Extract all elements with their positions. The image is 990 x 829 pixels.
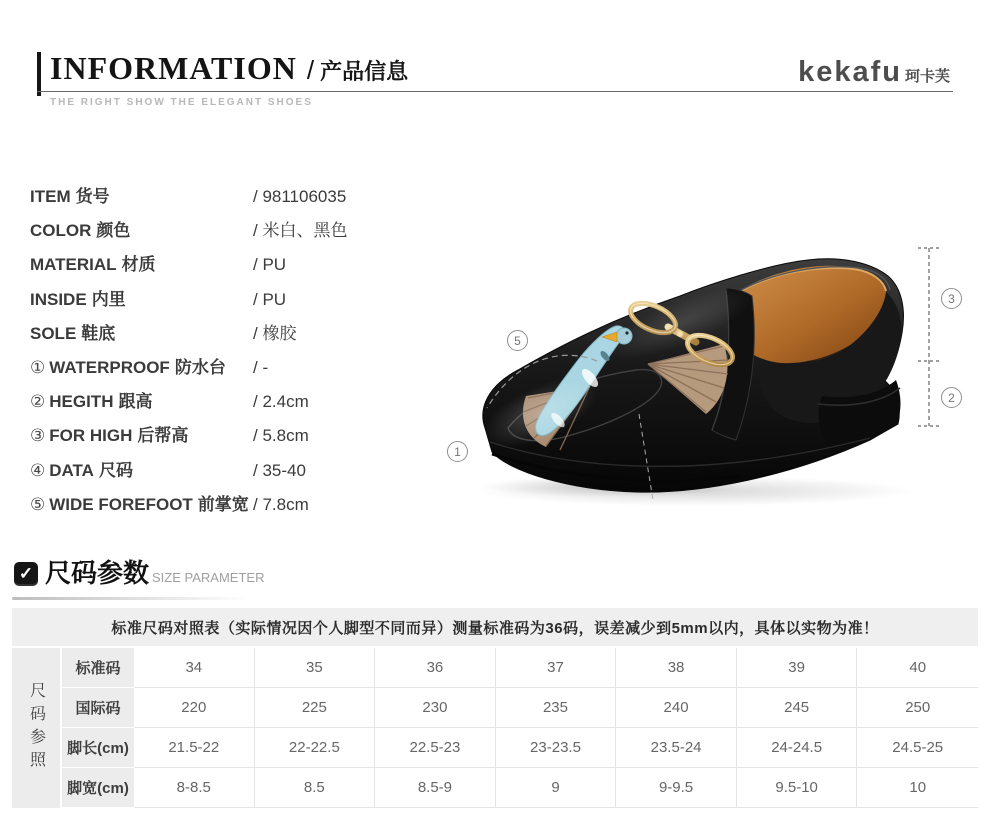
spec-label: MATERIAL 材质: [30, 255, 156, 275]
size-row-label: 脚宽(cm): [62, 768, 134, 808]
checkbox-check-icon: ✓: [14, 562, 38, 586]
size-cell: 9: [496, 768, 617, 808]
spec-value: / PU: [253, 289, 287, 309]
size-cell: 38: [616, 648, 737, 688]
spec-value: / 橡胶: [253, 323, 297, 343]
brand-logo-cn: 珂卡芙: [904, 68, 950, 85]
spec-row: [30, 456, 460, 490]
size-cell: 10: [857, 768, 978, 808]
spec-label: ITEM 货号: [30, 187, 110, 206]
annotation-circle-2: 2: [941, 387, 962, 408]
size-cell: 8.5-9: [375, 768, 496, 808]
page-title-cn: 产品信息: [320, 59, 409, 84]
size-cell: 39: [737, 648, 858, 688]
size-cell: 230: [375, 688, 496, 728]
spec-value: / 35-40: [253, 460, 306, 480]
size-cell: 24-24.5: [737, 728, 858, 768]
annotation-circle-3: 3: [941, 288, 962, 309]
page-title-en: INFORMATION: [50, 50, 297, 86]
spec-row: [30, 387, 460, 421]
annotation-circle-5: 5: [507, 330, 528, 351]
spec-value: / 米白、黑色: [253, 221, 348, 241]
annotation-circle-1: 1: [447, 441, 468, 462]
product-photo: [440, 228, 990, 520]
spec-value: / -: [253, 357, 269, 377]
header-divider: [37, 91, 953, 92]
heading-shadow-divider: [12, 597, 250, 600]
size-row-label: 标准码: [62, 648, 134, 688]
spec-label: COLOR 颜色: [30, 221, 131, 241]
size-table-grid: [62, 648, 978, 808]
title-separator: /: [306, 55, 315, 85]
spec-row: [30, 182, 460, 216]
spec-label: SOLE 鞋底: [30, 323, 116, 343]
spec-value: / 2.4cm: [253, 392, 309, 412]
size-table-body: [12, 648, 978, 808]
size-cell: 9.5-10: [737, 768, 858, 808]
size-cell: 235: [496, 688, 617, 728]
size-cell: 250: [857, 688, 978, 728]
spec-number-badge: ④: [30, 460, 46, 480]
size-section-title-en: SIZE PARAMETER: [152, 570, 265, 585]
brand-logo: [798, 56, 950, 89]
size-cell: 9-9.5: [616, 768, 737, 808]
spec-label: ⑤ WIDE FOREFOOT 前掌宽: [30, 494, 249, 514]
size-cell: 40: [857, 648, 978, 688]
spec-value: / 981106035: [253, 187, 347, 206]
size-cell: 8.5: [255, 768, 376, 808]
size-table: [12, 608, 978, 808]
size-cell: 35: [255, 648, 376, 688]
size-table-side-label: 尺码参照: [12, 648, 62, 808]
spec-row: [30, 285, 460, 319]
size-cell: 24.5-25: [857, 728, 978, 768]
spec-number-badge: ①: [30, 357, 46, 377]
size-cell: 225: [255, 688, 376, 728]
spec-number-badge: ②: [30, 392, 46, 412]
size-table-note: 标准尺码对照表（实际情况因个人脚型不同而异）测量标准码为36码，误差减少到5mm以内，具体以实物为准！: [12, 608, 978, 648]
size-cell: 21.5-22: [134, 728, 255, 768]
size-cell: 36: [375, 648, 496, 688]
size-row-label: 脚长(cm): [62, 728, 134, 768]
size-cell: 8-8.5: [134, 768, 255, 808]
spec-number-badge: ⑤: [30, 494, 46, 514]
spec-label: ③ FOR HIGH 后帮高: [30, 426, 189, 446]
spec-value: / 7.8cm: [253, 494, 309, 514]
size-section-title-cn: 尺码参数: [45, 558, 150, 588]
size-cell: 23-23.5: [496, 728, 617, 768]
brand-logo-en: kekafu: [798, 56, 902, 88]
size-cell: 23.5-24: [616, 728, 737, 768]
spec-label: ① WATERPROOF 防水台: [30, 357, 226, 377]
size-cell: 37: [496, 648, 617, 688]
page-title: [50, 50, 408, 87]
spec-label: ④ DATA 尺码: [30, 460, 133, 480]
size-cell: 240: [616, 688, 737, 728]
spec-row: [30, 421, 460, 455]
spec-value: / 5.8cm: [253, 426, 309, 446]
spec-row: [30, 490, 460, 524]
spec-number-badge: ③: [30, 426, 46, 446]
spec-row: [30, 319, 460, 353]
spec-list: [30, 182, 460, 524]
title-accent-bar: [37, 52, 41, 96]
spec-label: INSIDE 内里: [30, 289, 126, 309]
spec-row: [30, 250, 460, 284]
size-section-heading: [14, 560, 264, 586]
size-cell: 22.5-23: [375, 728, 496, 768]
size-cell: 34: [134, 648, 255, 688]
spec-row: [30, 353, 460, 387]
size-cell: 22-22.5: [255, 728, 376, 768]
spec-row: [30, 216, 460, 250]
shoe-illustration: [440, 228, 990, 520]
spec-value: / PU: [253, 255, 287, 275]
size-cell: 245: [737, 688, 858, 728]
size-cell: 220: [134, 688, 255, 728]
size-row-label: 国际码: [62, 688, 134, 728]
spec-label: ② HEGITH 跟高: [30, 392, 153, 412]
header-tagline: THE RIGHT SHOW THE ELEGANT SHOES: [50, 97, 313, 108]
